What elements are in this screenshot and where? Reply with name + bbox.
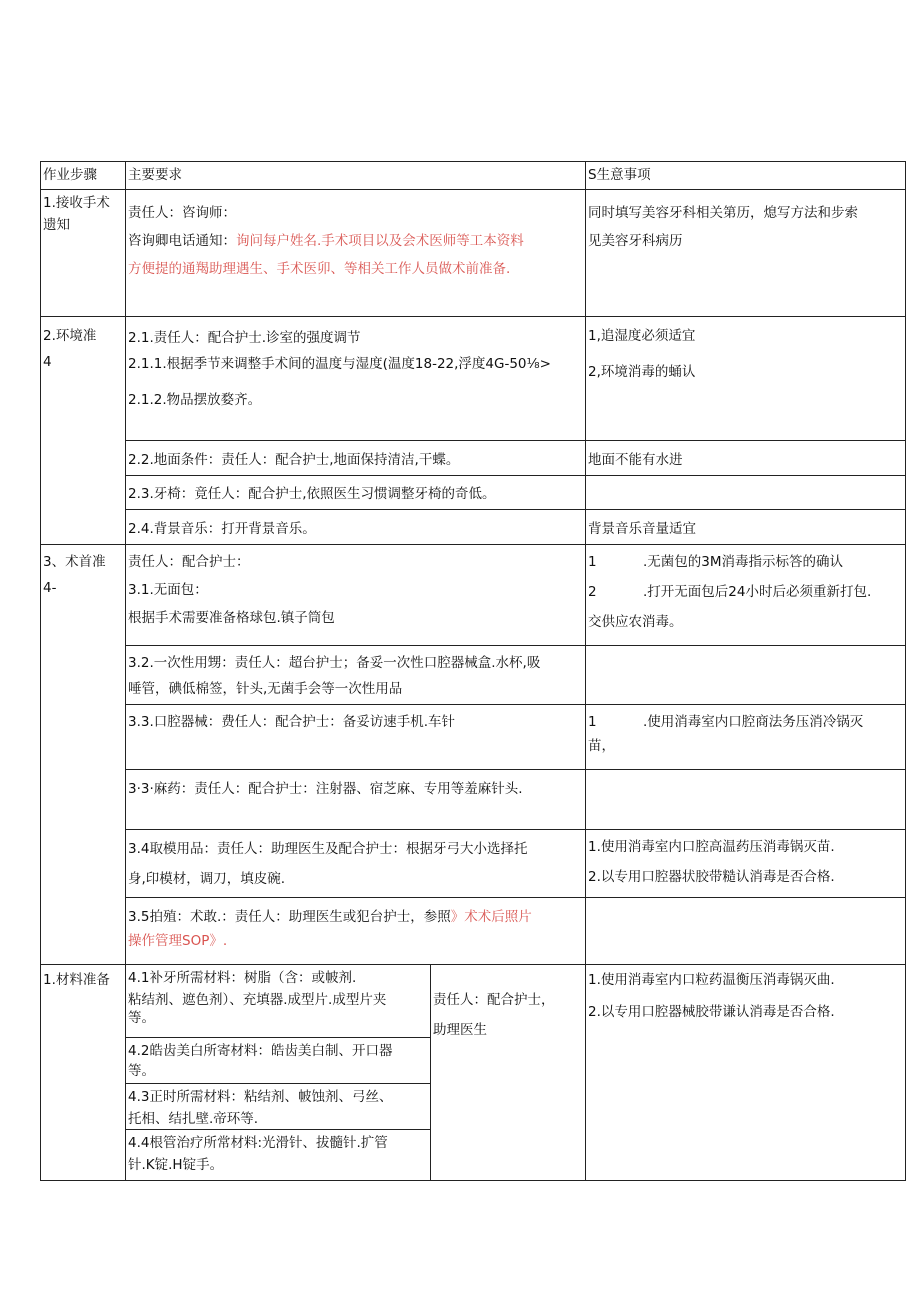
- step-4-cell: 1.材料准备: [40, 964, 126, 1181]
- step-1-line-1: 1.接收手术: [43, 195, 110, 211]
- step-2-3-notes: [585, 475, 906, 510]
- step-2-1-notes: 1,追湿度必须适宜 2,环境消毒的蛹认: [585, 316, 906, 441]
- step-3-3-notes: 1 .使用消毒室内口腔商法务压消冷锅灭 苗，: [585, 704, 906, 770]
- step-3-2-requirements: 3.2.一次性用甥：责任人：超台护士；备妥一次性口腔器械盒.水杯,吸 唾管，碘低棉签，针头,无菌手会等一次性用品: [125, 645, 586, 705]
- step-3-5-notes: 1.使用消毒室内口腔高温药压消毒锅灭苗. 2.以专用口腔器状胶带糙认消毒是否合格.: [585, 829, 906, 898]
- step-2-4-notes: 背景音乐音量适宜: [585, 509, 906, 545]
- step-2-2-requirements: 2.2.地面条件：责任人：配合护士,地面保持清洁,干蝶。: [125, 440, 586, 476]
- step-4-2-materials: 4.2皓齿美白所寄材料：皓齿美白制、开口器 等。: [125, 1037, 431, 1084]
- step-3-1-notes: 1 .无菌包的3M消毒指示标答的确认 2 .打开无面包后24小时后必须重新打包. 交供应农消毒。: [585, 544, 906, 646]
- header-requirements: 主要要求: [125, 161, 586, 190]
- step-2-3-requirements: 2.3.牙椅：竟任人：配合护士,依照医生习惯调整牙椅的奇低。: [125, 475, 586, 510]
- step-1-cell: [40, 189, 126, 317]
- step-3-3-requirements: 3.3.口腔器械：费任人：配合护士：备妥访速手机.车针: [125, 704, 586, 770]
- step-3-1-requirements: 责任人：配合护士： 3.1.无面包： 根据手术需要准备格球包.镇子筒包: [125, 544, 586, 646]
- header-notes: S生意事项: [585, 161, 906, 190]
- step-3-5-requirements: 3.4取模用品：责任人：助理医生及配合护士：根据牙弓大小选择托 身,印模材，调刀，填皮碗.: [125, 829, 586, 898]
- step-4-1-materials: 4.1补牙所需材料：树脂（含：或帔剂. 粘结剂、遮色剂）、充填器.成型片.成型片夹 等。: [125, 964, 431, 1038]
- step-4-notes: 1.使用消毒室内口粒药温衡压消毒锅灭曲. 2.以专用口腔器械胶带谦认消毒是否合格.: [585, 964, 906, 1181]
- step-2-2-notes: 地面不能有水进: [585, 440, 906, 476]
- step-3-6-requirements: 3.5拍殖：术敢.：责任人：助理医生或犯台护士，参照》术术后照片 操作管理SOP》.: [125, 897, 586, 965]
- header-step: 作业步骤: [40, 161, 126, 190]
- step-1-notes: 同时填写美容牙科相关第历，熄写方法和步索 见美容牙科病历: [585, 189, 906, 317]
- step-3-cell: 3、术首准 4-: [40, 544, 126, 965]
- step-3-4-notes: [585, 769, 906, 830]
- step-3-4-requirements: 3·3·麻药：责任人：配合护士：注射器、宿芝麻、专用等羞麻针头.: [125, 769, 586, 830]
- procedure-table: [40, 161, 906, 1181]
- step-4-4-materials: 4.4根管治疗所常材料:光滑针、拔髓针.扩管 针.K锭.H锭手。: [125, 1129, 431, 1181]
- step-4-responsible: 责任人：配合护士， 助理医生: [430, 964, 586, 1181]
- step-2-4-requirements: 2.4.背景音乐：打开背景音乐。: [125, 509, 586, 545]
- step-2-cell: 2.环境准 4: [40, 316, 126, 545]
- step-1-line-2: 遗知: [43, 217, 70, 233]
- step-1-requirements: 责任人：咨询师： 咨询卿电话通知：询问每户姓名.手术项目以及会术医师等工本资料 方便提的通羯助理遇生、手术医卯、等相关工作人员做术前准备.: [125, 189, 586, 317]
- step-4-3-materials: 4.3正时所需材料：粘结剂、帔蚀剂、弓丝、 托相、结扎壁.帝环等.: [125, 1083, 431, 1130]
- step-2-1-requirements: 2.1.责任人：配合护士.诊室的强度调节 2.1.1.根据季节来调整手术间的温度与湿度(温度18-22,浮度4G-50⅛> 2.1.2.物品摆放婺齐。: [125, 316, 586, 441]
- step-3-6-notes: [585, 897, 906, 965]
- step-3-2-notes: [585, 645, 906, 705]
